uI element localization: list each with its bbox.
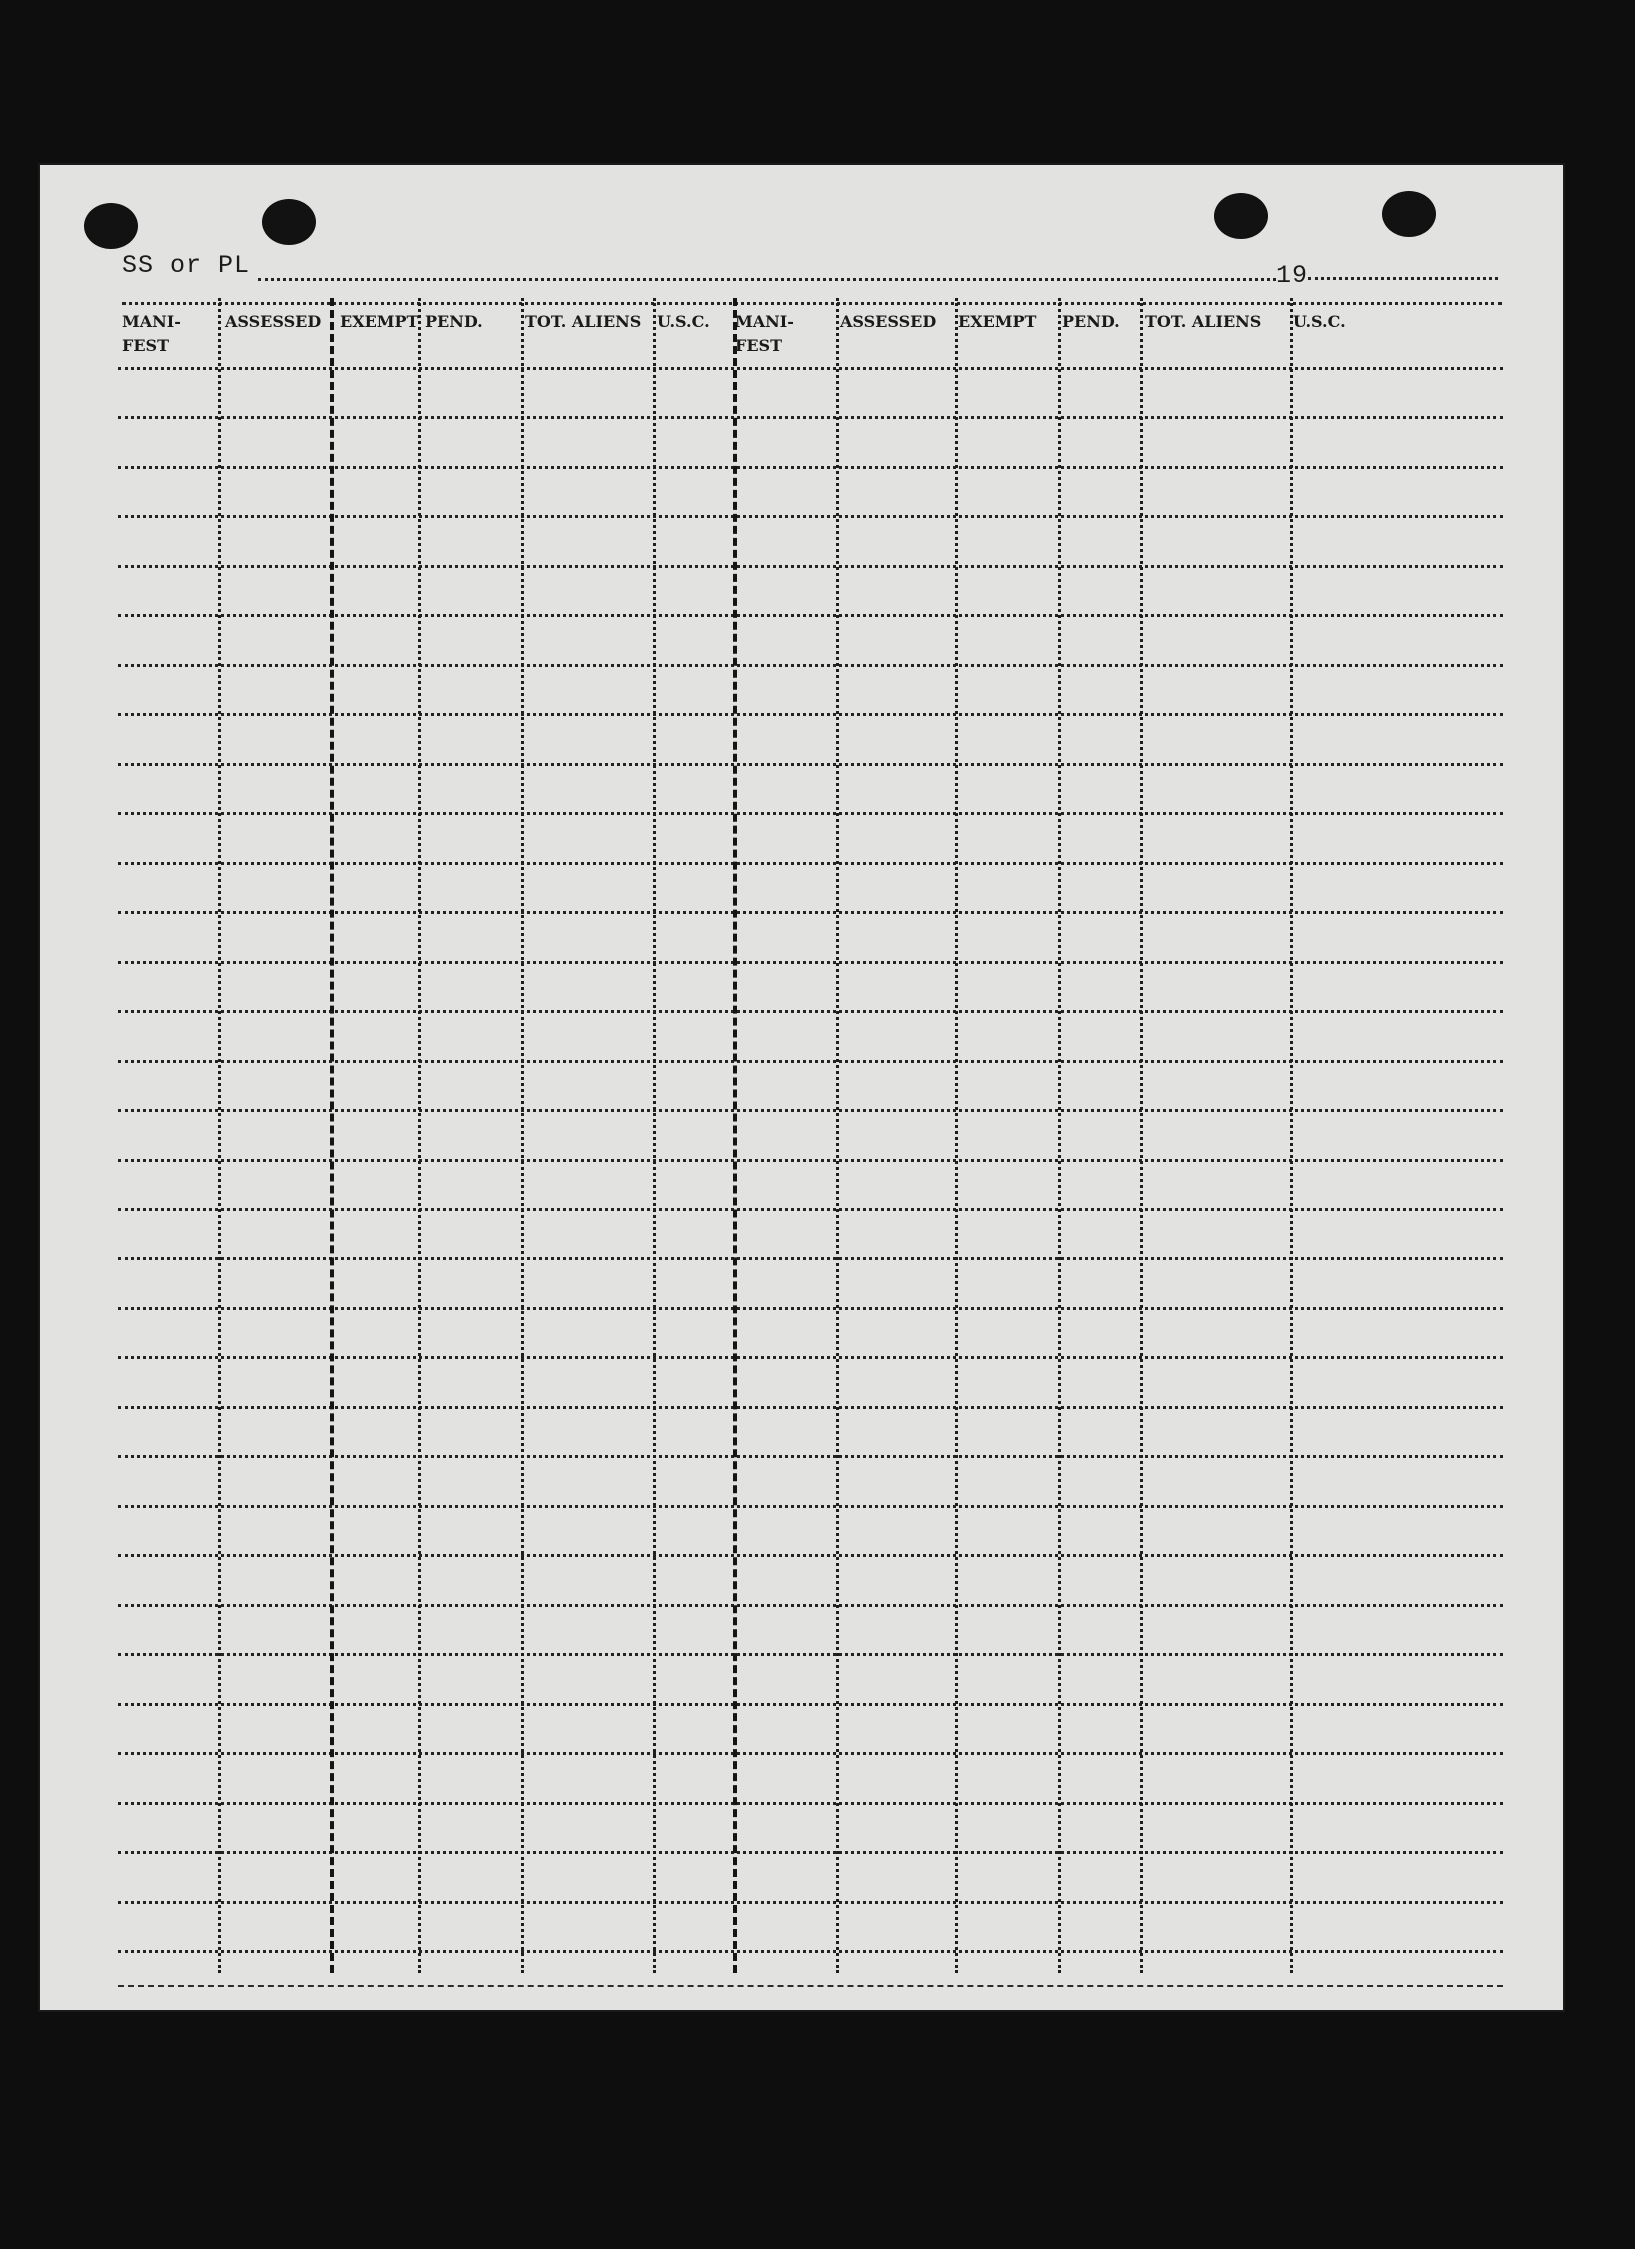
column-divider <box>653 298 656 1973</box>
form-sheet <box>40 165 1563 2010</box>
table-row[interactable] <box>118 1406 1503 1409</box>
table-row[interactable] <box>118 1653 1503 1656</box>
column-divider <box>418 298 421 1973</box>
table-row[interactable] <box>118 763 1503 766</box>
table-row[interactable] <box>118 1208 1503 1211</box>
table-row[interactable] <box>118 1307 1503 1310</box>
column-header: U.S.C. <box>657 312 710 331</box>
table-row[interactable] <box>118 1752 1503 1755</box>
table-row[interactable] <box>118 812 1503 815</box>
column-divider <box>521 298 524 1973</box>
table-row[interactable] <box>118 515 1503 518</box>
table-row[interactable] <box>118 1554 1503 1557</box>
column-divider <box>733 298 737 1973</box>
table-row[interactable] <box>118 565 1503 568</box>
year-label: 19 <box>1276 261 1309 290</box>
column-divider <box>330 298 334 1973</box>
ss-fill-line[interactable] <box>258 278 1276 281</box>
column-header: ASSESSED <box>840 312 937 331</box>
column-divider <box>218 298 221 1973</box>
column-header: TOT. ALIENS <box>525 312 642 331</box>
column-divider <box>836 298 839 1973</box>
table-row[interactable] <box>118 1802 1503 1805</box>
column-divider <box>1058 298 1061 1973</box>
table-row[interactable] <box>118 1505 1503 1508</box>
table-row[interactable] <box>118 614 1503 617</box>
table-row[interactable] <box>118 1455 1503 1458</box>
column-header: EXEMPT <box>958 312 1037 331</box>
column-divider <box>1140 298 1143 1973</box>
table-row[interactable] <box>118 862 1503 865</box>
column-header: EXEMPT <box>340 312 419 331</box>
ss-or-pl-label: SS or PL <box>122 251 251 280</box>
column-divider <box>955 298 958 1973</box>
column-header: TOT. ALIENS <box>1145 312 1262 331</box>
column-header: PEND. <box>1062 312 1120 331</box>
table-row[interactable] <box>118 1901 1503 1904</box>
column-divider <box>1290 298 1293 1973</box>
header-rule <box>122 302 1502 305</box>
punch-hole <box>1382 191 1436 237</box>
table-row[interactable] <box>118 713 1503 716</box>
year-fill-line[interactable] <box>1308 277 1498 280</box>
column-header: MANI- FEST <box>735 312 794 355</box>
table-row[interactable] <box>118 1356 1503 1359</box>
punch-hole <box>262 199 316 245</box>
column-header: ASSESSED <box>225 312 322 331</box>
table-row[interactable] <box>118 1109 1503 1112</box>
table-row[interactable] <box>118 367 1503 370</box>
table-row[interactable] <box>118 466 1503 469</box>
bottom-rule <box>118 1985 1503 1987</box>
table-row[interactable] <box>118 1703 1503 1706</box>
table-row[interactable] <box>118 911 1503 914</box>
table-row[interactable] <box>118 416 1503 419</box>
table-row[interactable] <box>118 961 1503 964</box>
table-row[interactable] <box>118 1060 1503 1063</box>
table-row[interactable] <box>118 1257 1503 1260</box>
column-header: PEND. <box>425 312 483 331</box>
table-row[interactable] <box>118 1604 1503 1607</box>
punch-hole <box>84 203 138 249</box>
table-row[interactable] <box>118 1851 1503 1854</box>
table-row[interactable] <box>118 1950 1503 1953</box>
column-header: MANI- FEST <box>122 312 181 355</box>
table-row[interactable] <box>118 1010 1503 1013</box>
table-row[interactable] <box>118 664 1503 667</box>
punch-hole <box>1214 193 1268 239</box>
column-header: U.S.C. <box>1293 312 1346 331</box>
table-row[interactable] <box>118 1159 1503 1162</box>
